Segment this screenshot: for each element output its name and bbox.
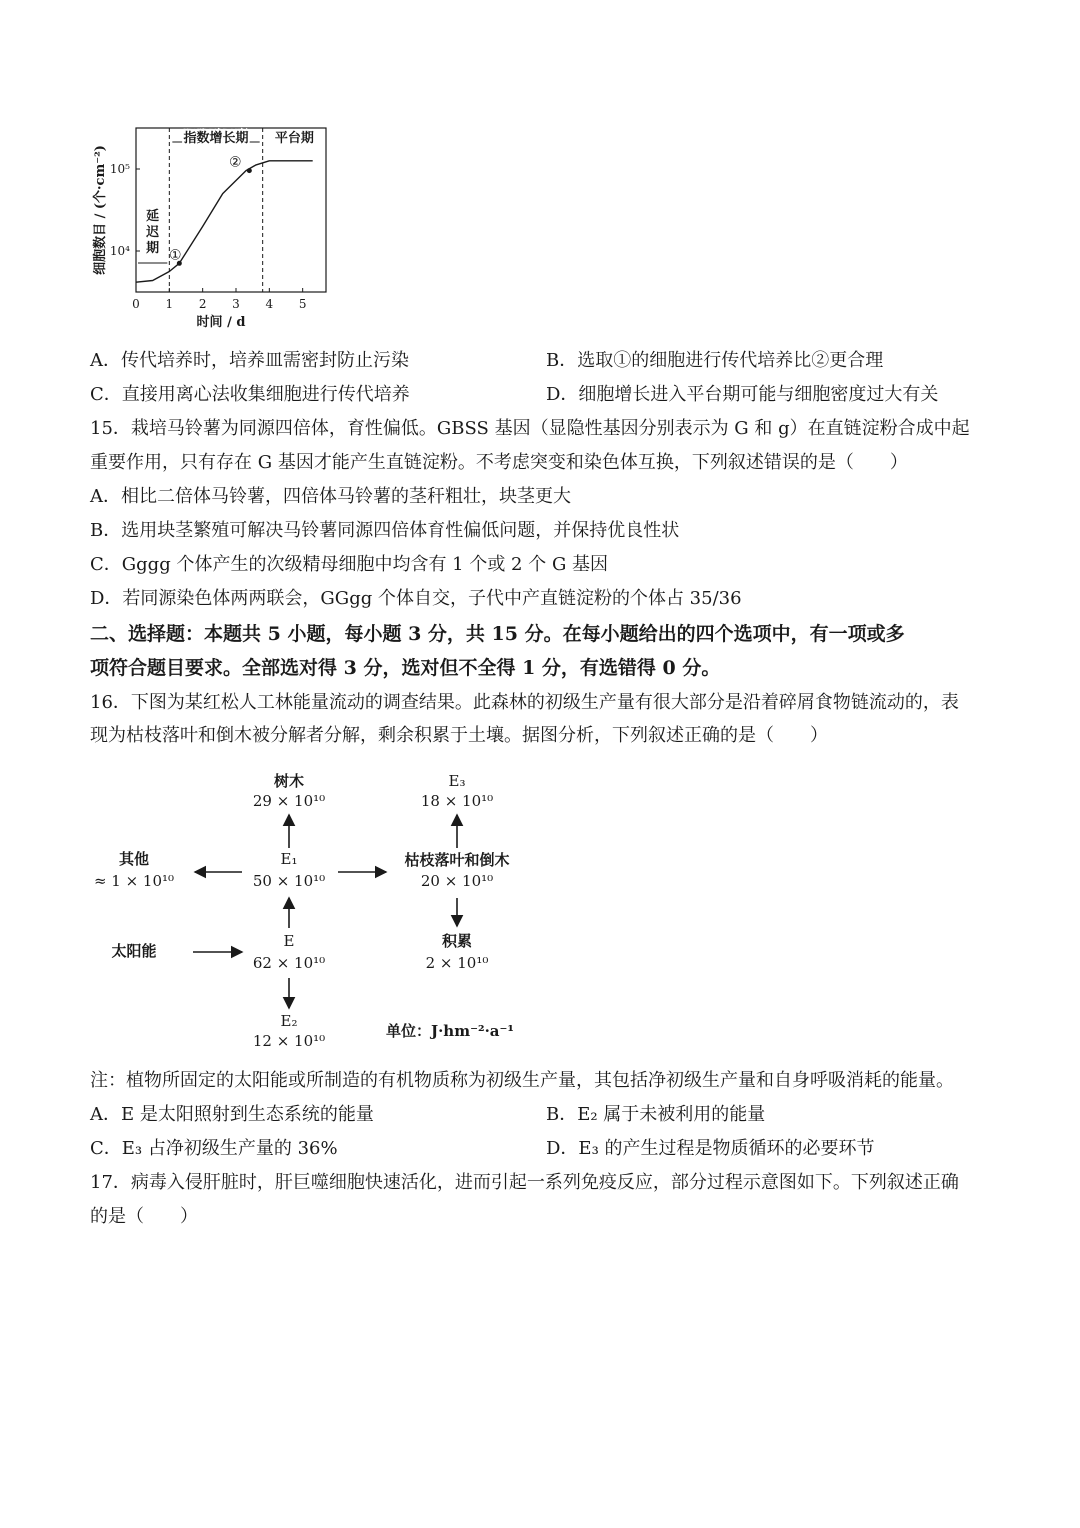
e3-value: 18 × 10¹⁰: [420, 792, 494, 810]
q16-note: 注：植物所固定的太阳能或所制造的有机物质称为初级生产量，其包括净初级生产量和自身呼吸消耗的能量。: [90, 1070, 954, 1091]
q14-option-b: B．选取①的细胞进行传代培养比②更合理: [546, 350, 884, 371]
exp-phase-label: 指数增长期: [183, 131, 249, 146]
plot-frame: [136, 128, 326, 292]
x-tick-label: 1: [165, 297, 174, 311]
e2-label: E₂: [280, 1012, 298, 1030]
sun-label: 太阳能: [111, 942, 157, 960]
y-tick-label: 10⁵: [109, 162, 130, 176]
q16-option-a: A．E 是太阳照射到生态系统的能量: [90, 1104, 374, 1125]
q15-stem-line2: 重要作用，只有存在 G 基因才能产生直链淀粉。不考虑突变和染色体互换，下列叙述错误的是（ ）: [90, 452, 908, 473]
x-tick-label: 0: [132, 297, 140, 311]
accum-value: 2 × 10¹⁰: [425, 954, 489, 972]
q16-option-b: B．E₂ 属于未被利用的能量: [546, 1104, 766, 1125]
e-label: E: [283, 932, 295, 950]
trees-value: 29 × 10¹⁰: [252, 792, 326, 810]
trees-label: 树木: [273, 772, 304, 790]
accum-label: 积累: [441, 932, 472, 950]
q15-option-d: D．若同源染色体两两联会，GGgg 个体自交，子代中产直链淀粉的个体占 35/36: [90, 588, 742, 609]
plateau-phase-label: 平台期: [274, 131, 314, 146]
e1-value: 50 × 10¹⁰: [252, 872, 326, 890]
q15-option-c: C．Gggg 个体产生的次级精母细胞中均含有 1 个或 2 个 G 基因: [90, 554, 609, 575]
litter-value: 20 × 10¹⁰: [420, 872, 494, 890]
section-heading-line1: 二、选择题：本题共 5 小题，每小题 3 分，共 15 分。在每小题给出的四个选项中，有一项或多: [90, 623, 905, 645]
q17-stem-line2: 的是（ ）: [90, 1206, 198, 1227]
section-heading-line2: 项符合题目要求。全部选对得 3 分，选对但不全得 1 分，有选错得 0 分。: [90, 657, 721, 679]
q16-option-d: D．E₃ 的产生过程是物质循环的必要环节: [546, 1138, 875, 1159]
q16-option-c: C．E₃ 占净初级生产量的 36%: [90, 1138, 338, 1159]
q16-stem-line1: 16．下图为某红松人工林能量流动的调查结果。此森林的初级生产量有很大部分是沿着碎屑食物链流动的，表: [90, 692, 959, 713]
x-tick-label: 3: [232, 297, 240, 311]
y-tick-label: 10⁴: [109, 244, 130, 258]
energy-flow-diagram: [80, 760, 540, 1060]
x-tick-label: 2: [198, 297, 207, 311]
point-label: ①: [169, 247, 182, 264]
lag-phase-label: 迟: [146, 225, 160, 240]
q15-option-b: B．选用块茎繁殖可解决马铃薯同源四倍体育性偏低问题，并保持优良性状: [90, 520, 680, 541]
growth-curve: [136, 161, 313, 282]
q14-option-a: A．传代培养时，培养皿需密封防止污染: [90, 350, 409, 371]
unit-label: 单位：J·hm⁻²·a⁻¹: [385, 1022, 514, 1040]
cell-growth-chart: [88, 120, 348, 340]
point-label: ②: [229, 154, 242, 171]
e2-value: 12 × 10¹⁰: [252, 1032, 326, 1050]
e3-label: E₃: [448, 772, 466, 790]
q16-stem-line2: 现为枯枝落叶和倒木被分解者分解，剩余积累于土壤。据图分析，下列叙述正确的是（ ）: [90, 725, 828, 746]
q14-option-c: C．直接用离心法收集细胞进行传代培养: [90, 384, 410, 405]
x-axis-label: 时间 / d: [196, 315, 246, 330]
q15-option-a: A．相比二倍体马铃薯，四倍体马铃薯的茎秆粗壮，块茎更大: [90, 486, 571, 507]
lag-phase-label: 期: [146, 241, 160, 256]
q17-stem-line1: 17．病毒入侵肝脏时，肝巨噬细胞快速活化，进而引起一系列免疫反应，部分过程示意图如下。下列叙述正确: [90, 1172, 959, 1193]
other-value: ≈ 1 × 10¹⁰: [93, 872, 175, 890]
other-label: 其他: [118, 850, 149, 868]
x-tick-label: 5: [298, 297, 307, 311]
e-value: 62 × 10¹⁰: [252, 954, 326, 972]
marked-point: [247, 168, 252, 173]
y-axis-label: 细胞数目 / (个·cm⁻²): [93, 145, 108, 275]
x-tick-label: 4: [265, 297, 274, 311]
q15-stem-line1: 15．栽培马铃薯为同源四倍体，育性偏低。GBSS 基因（显隐性基因分别表示为 G 和 g）在直链淀粉合成中起: [90, 418, 970, 439]
lag-phase-label: 延: [146, 209, 160, 224]
q14-option-d: D．细胞增长进入平台期可能与细胞密度过大有关: [546, 384, 939, 405]
litter-label: 枯枝落叶和倒木: [404, 851, 510, 869]
e1-label: E₁: [280, 850, 298, 868]
